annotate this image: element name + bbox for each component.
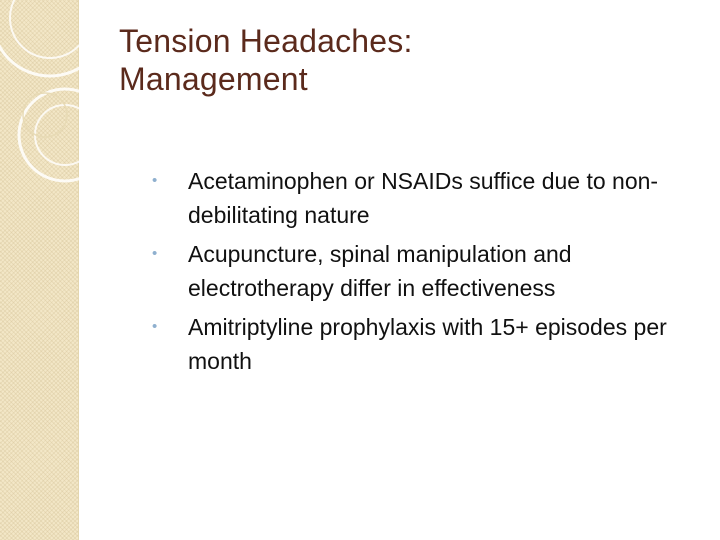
bullet-dot-icon: • xyxy=(152,318,158,335)
slide-title-line-2: Management xyxy=(119,61,308,97)
bullet-text: Acupuncture, spinal manipulation and electrotherapy differ in effectiveness xyxy=(188,241,572,301)
list-item xyxy=(152,310,712,378)
slide-title xyxy=(119,22,413,98)
bullet-dot-icon: • xyxy=(152,245,158,262)
list-item xyxy=(152,164,712,232)
bullet-list xyxy=(152,164,712,383)
bullet-text: Acetaminophen or NSAIDs suffice due to non-debilitating nature xyxy=(188,168,659,228)
slide-title-line-1: Tension Headaches: xyxy=(119,23,413,59)
bullet-text: Amitriptyline prophylaxis with 15+ episodes per month xyxy=(188,314,667,374)
list-item xyxy=(152,237,712,305)
bullet-dot-icon: • xyxy=(152,172,158,189)
